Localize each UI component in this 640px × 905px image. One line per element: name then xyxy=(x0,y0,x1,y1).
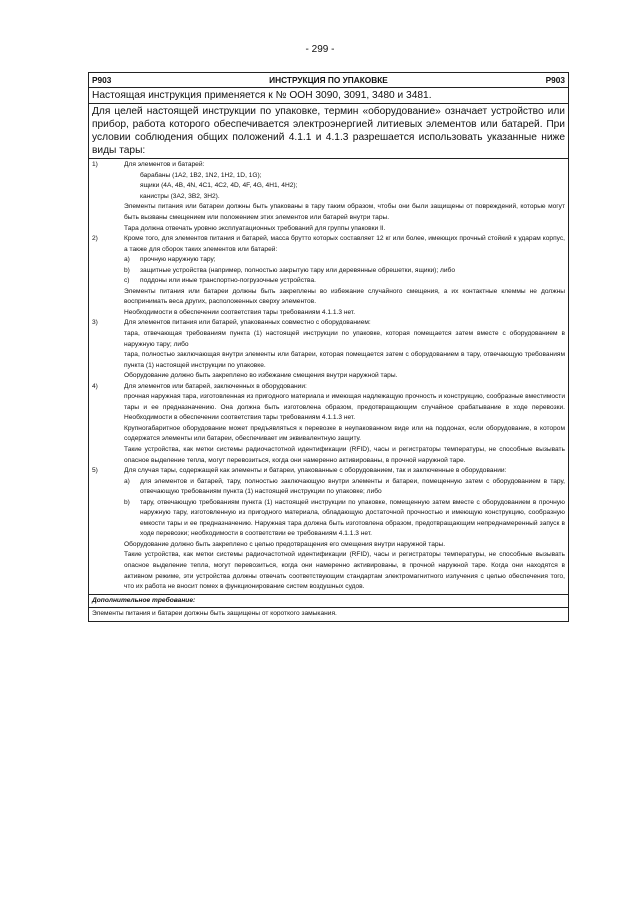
paragraph: тара, отвечающая требованиям пункта (1) настоящей инструкции по упаковке, которая помещается затем вместе с оборудованием в наружную тару; либо xyxy=(124,329,565,348)
section-number: 5) xyxy=(92,467,98,475)
section-number: 2) xyxy=(92,235,98,243)
section-number: 4) xyxy=(92,382,98,390)
list-item xyxy=(124,276,565,287)
paragraph: Элементы питания или батареи должны быть закреплены во избежание случайного смещения, а их контактные клеммы не должны воспринимать веса других, расположенных сверху элементов. xyxy=(124,287,565,306)
applies-row: Настоящая инструкция применяется к № ООН 3090, 3091, 3480 и 3481. xyxy=(89,88,568,104)
sections-row xyxy=(89,159,568,594)
paragraph: тара, полностью заключающая внутри элементы или батареи, которая помещается затем с оборудованием в тару, отвечающую требованиям пункта (1) настоящей инструкции по упаковке. xyxy=(124,351,565,369)
section-number: 1) xyxy=(92,161,98,169)
section-number: 3) xyxy=(92,319,98,327)
list-marker: b) xyxy=(124,498,130,506)
section-heading: Для элементов питания или батарей, упакованных совместно с оборудованием: xyxy=(124,319,371,327)
additional-requirement-title-row xyxy=(89,595,568,609)
list-marker: a) xyxy=(124,477,130,485)
list-item xyxy=(124,266,565,277)
intro-row: Для целей настоящей инструкции по упаковке, термин «оборудование» означает устройство или прибор, работа которого обеспечивается электроэнергией литиевых элементов или батарей. При условии соблюдения общих положений 4.1.1 и 4.1.3 разрешается использовать указанные ниже виды тары: xyxy=(89,104,568,159)
header-code-right: P903 xyxy=(545,75,565,85)
paragraph: Элементы питания или батареи должны быть упакованы в тару таким образом, чтобы они были защищены от повреждений, которые могут быть вызваны смещением или положением этих элементов или батарей внутри тары. xyxy=(124,203,565,221)
list-text: защитные устройства (например, полностью закрытую тару или деревянные обрешетки, ящики); либо xyxy=(140,266,455,274)
additional-requirement-text-row: Элементы питания и батареи должны быть защищены от короткого замыкания. xyxy=(92,610,337,618)
additional-requirement-title: Дополнительное требование: xyxy=(92,596,196,604)
paragraph: Такие устройства, как метки системы радиочастотной идентификации (RFID), часы и регистраторы температуры, не способные вызывать опасное выделение тепла, могут перевозиться, когда они намеренно активированы, в прочной наружной таре. xyxy=(124,446,565,464)
list-text: поддоны или иные транспортно-погрузочные устройства. xyxy=(140,277,316,285)
list-item xyxy=(124,498,565,540)
section-heading: Для элементов или батарей, заключенных в оборудовании: xyxy=(124,382,307,390)
header-code-left: P903 xyxy=(92,75,112,85)
header-title: ИНСТРУКЦИЯ ПО УПАКОВКЕ xyxy=(269,75,388,85)
list-marker: a) xyxy=(124,256,130,264)
list-item xyxy=(124,255,565,266)
section-2 xyxy=(92,234,565,318)
section-1 xyxy=(92,160,565,202)
paragraph: Оборудование должно быть закреплено с целью предотвращения его смещения внутри наружной тары. xyxy=(124,540,446,548)
table-header-row xyxy=(89,73,568,88)
list-text: для элементов и батарей, тару, полностью заключающую внутри элементы и батареи, помещенную затем с оборудованием в тару, отвечающую требованиям пункта (1) настоящей инструкции по упаковке; либо xyxy=(140,477,565,496)
list-item: ящики (4A, 4B, 4N, 4C1, 4C2, 4D, 4F, 4G, 4H1, 4H2); xyxy=(140,182,298,190)
paragraph: Крупногабаритное оборудование может предъявляться к перевозке в неупакованном виде или на поддонах, если оборудование, в котором содержатся элементы или батареи, обеспечивает им эквивалентную защиту. xyxy=(124,424,565,443)
paragraph: Необходимости в обеспечении соответствия тары требованиям 4.1.1.3 нет. xyxy=(124,308,356,316)
section-heading: Кроме того, для элементов питания и батарей, масса брутто которых составляет 12 кг или более, имеющих прочный стойкий к ударам корпус, а также для сборок таких элементов или батарей: xyxy=(124,235,565,253)
section-3 xyxy=(92,318,565,381)
section-5 xyxy=(92,466,565,593)
page-number: - 299 - xyxy=(305,44,335,55)
packing-instruction-table xyxy=(88,72,569,622)
paragraph: Такие устройства, как метки системы радиочастотной идентификации (RFID), часы и регистраторы температуры, не способные вызывать опасное выделение тепла, могут перевозиться, когда они намеренно активированы, в прочной наружной таре. Когда они находятся в активном режиме, эти устройства должны отвечать соответствующим стандартам электромагнитного излучения с целью обеспечения того, что их работа не вносит помех в функционирование систем воздушных судов. xyxy=(124,551,565,591)
paragraph: прочная наружная тара, изготовленная из пригодного материала и имеющая надлежащую прочность и конструкцию, сообразные вместимости тары и ее предназначению. Она должна быть изготовлена образом, предотвращающим случайное срабатывание в ходе перевозки. Необходимости в обеспечении соответствия тары требованиям 4.1.1.3 нет. xyxy=(124,393,565,422)
section-heading: Для случая тары, содержащей как элементы и батареи, упакованные с оборудованием, так и заключенные в оборудовании: xyxy=(124,467,507,475)
paragraph: Оборудование должно быть закреплено во избежание смещения внутри наружной тары. xyxy=(124,372,398,380)
list-marker: c) xyxy=(124,277,130,285)
list-item: канистры (3A2, 3B2, 3H2). xyxy=(140,192,220,200)
list-text: тару, отвечающую требованиям пункта (1) настоящей инструкции по упаковке, помещенную затем вместе с оборудованием в прочную наружную тару, изготовленную из пригодного материала, обладающую достаточной прочностью и имеющую конструкцию, сообразную емкости тары и ее предназначению. Наружная тара должна быть изготовлена образом, предотвращающим непреднамеренный запуск в ходе перевозки; необходимости в соответствии ее требованиям 4.1.1.3 нет. xyxy=(140,498,565,538)
list-item xyxy=(124,477,565,498)
list-text: прочную наружную тару; xyxy=(140,256,216,264)
section-heading: Для элементов и батарей: xyxy=(124,161,205,169)
section-4 xyxy=(92,382,565,466)
paragraph: Тара должна отвечать уровню эксплуатационных требований для группы упаковки II. xyxy=(124,224,386,232)
list-marker: b) xyxy=(124,266,130,274)
list-item: барабаны (1A2, 1B2, 1N2, 1H2, 1D, 1G); xyxy=(140,171,262,179)
